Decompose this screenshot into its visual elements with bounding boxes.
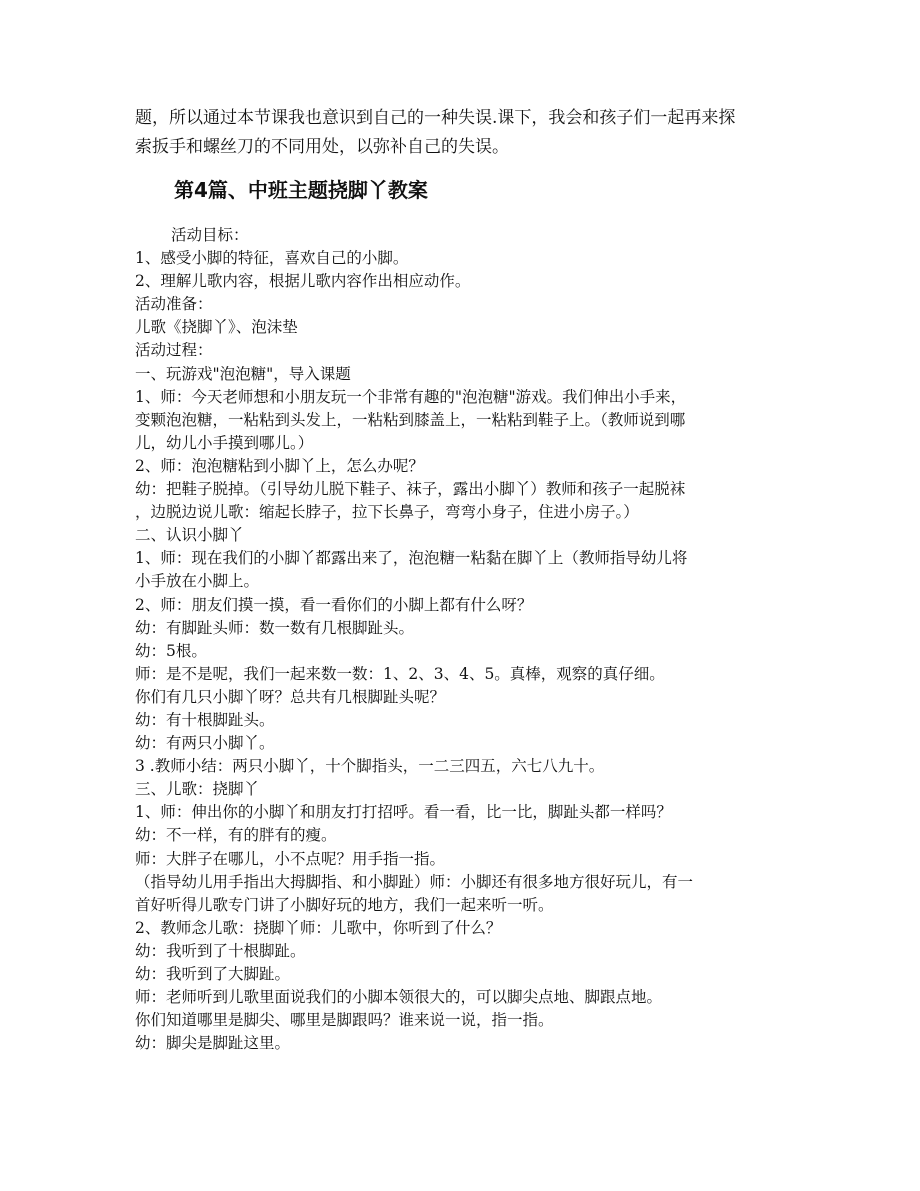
- text-line: 3 .教师小结：两只小脚丫，十个脚指头，一二三四五，六七八九十。: [135, 757, 605, 776]
- text-line: 幼：我听到了大脚趾。: [135, 965, 291, 983]
- text-line: 2、理解儿歌内容，根据儿歌内容作出相应动作。: [135, 272, 471, 291]
- text-line: 首好听得儿歌专门讲了小脚好玩的地方，我们一起来听一听。: [135, 895, 554, 914]
- text-line: 小手放在小脚上。: [135, 572, 260, 591]
- text-line: 变颗泡泡糖，一粘粘到头发上，一粘粘到膝盖上，一粘粘到鞋子上。（教师说到哪: [135, 410, 686, 429]
- text-line: 师：大胖子在哪儿，小不点呢？用手指一指。: [135, 849, 446, 868]
- text-line: 幼：5根。: [135, 641, 207, 660]
- intro-paragraph: [135, 104, 790, 162]
- text-line: 活动准备：: [135, 295, 213, 314]
- text-line: 幼：不一样，有的胖有的瘦。: [135, 826, 337, 845]
- text-line: 1、师：今天老师想和小朋友玩一个非常有趣的"泡泡糖"游戏。我们伸出小手来，: [135, 387, 687, 406]
- text-line: 幼：有脚趾头师：数一数有几根脚趾头。: [135, 618, 415, 637]
- text-line: 活动过程：: [135, 341, 213, 360]
- text-line: 幼：有两只小脚丫。: [135, 734, 275, 753]
- text-line: 师：是不是呢，我们一起来数一数：1、2、3、4、5。真棒，观察的真仔细。: [135, 664, 665, 683]
- text-line: 你们有几只小脚丫呀？总共有几根脚趾头呢？: [135, 687, 446, 706]
- text-line: 你们知道哪里是脚尖、哪里是脚跟吗？谁来说一说，指一指。: [135, 1011, 554, 1030]
- text-line: 2、师：泡泡糖粘到小脚丫上，怎么办呢？: [135, 456, 424, 475]
- text-line: 1、师：伸出你的小脚丫和朋友打打招呼。看一看，比一比，脚趾头都一样吗？: [135, 803, 672, 822]
- text-line: 幼：脚尖是脚趾这里。: [135, 1034, 291, 1053]
- text-line: 活动目标：: [171, 226, 249, 244]
- text-line: 1、感受小脚的特征，喜欢自己的小脚。: [135, 249, 409, 268]
- section-heading: 第4篇、中班主题挠脚丫教案: [174, 178, 428, 202]
- text-line: 师：老师听到儿歌里面说我们的小脚本领很大的，可以脚尖点地、脚跟点地。: [135, 988, 663, 1007]
- intro-line: 题，所以通过本节课我也意识到自己的一种失误.课下，我会和孩子们一起再来探: [135, 108, 736, 128]
- text-line: 幼：我听到了十根脚趾。: [135, 941, 306, 960]
- text-line: ，边脱边说儿歌：缩起长脖子，拉下长鼻子，弯弯小身子，住进小房子。）: [135, 503, 639, 522]
- text-line: 1、师：现在我们的小脚丫都露出来了，泡泡糖一粘黏在脚丫上（教师指导幼儿将: [135, 549, 688, 568]
- text-line: （指导幼儿用手指出大拇脚指、和小脚趾）师：小脚还有很多地方很好玩儿，有一: [135, 872, 694, 891]
- text-line: 幼：有十根脚趾头。: [135, 710, 275, 729]
- text-line: 儿歌《挠脚丫》、泡沫垫: [135, 318, 298, 337]
- lesson-plan-body: [135, 224, 795, 1055]
- text-line: 儿，幼儿小手摸到哪儿。）: [135, 433, 314, 452]
- text-line: 2、师：朋友们摸一摸，看一看你们的小脚上都有什么呀？: [135, 595, 533, 614]
- text-line: 三、儿歌：挠脚丫: [135, 780, 260, 799]
- text-line: 一、玩游戏"泡泡糖"，导入课题: [135, 364, 351, 383]
- text-line: 二、认识小脚丫: [135, 526, 244, 545]
- text-line: 幼：把鞋子脱掉。（引导幼儿脱下鞋子、袜子，露出小脚丫）教师和孩子一起脱袜: [135, 480, 686, 499]
- intro-line: 索扳手和螺丝刀的不同用处，以弥补自己的失误。: [135, 137, 509, 157]
- text-line: 2、教师念儿歌：挠脚丫师：儿歌中，你听到了什么？: [135, 918, 502, 937]
